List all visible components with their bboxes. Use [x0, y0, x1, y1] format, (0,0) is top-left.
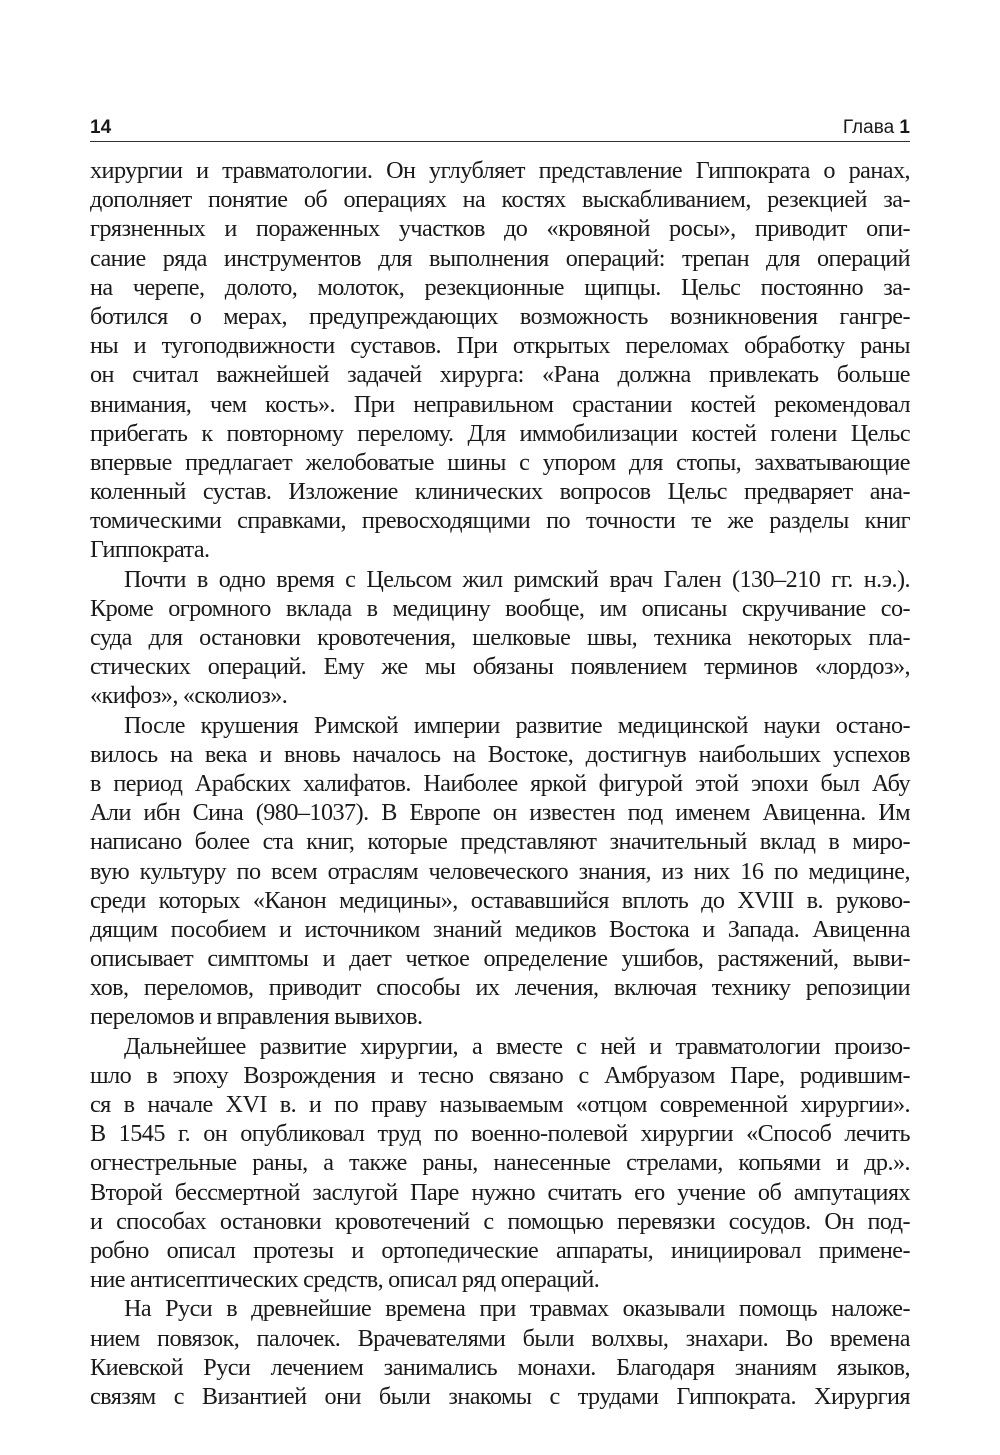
text-line: ся в начале XVI в. и по праву называемым «отцом современной хирургии». [90, 1091, 910, 1118]
text-line: На Руси в древнейшие времена при травмах оказывали помощь наложе- [124, 1295, 910, 1323]
text-line: ботился о мерах, предупреждающих возможность возникновения гангре- [90, 302, 910, 330]
paragraph-avicenna [90, 711, 910, 1032]
chapter-number: 1 [899, 117, 910, 138]
text-line: вую культуру по всем отраслям человеческого знания, из них 16 по медицине, [90, 857, 910, 885]
text-line: связям с Византией они были знакомы с трудами Гиппократа. Хирургия [90, 1382, 910, 1410]
book-page [90, 112, 910, 1411]
text-line: стических операций. Ему же мы обязаны появлением терминов «лордоз», [90, 653, 910, 681]
body-text [90, 156, 910, 1411]
text-line: в период Арабских халифатов. Наиболее яркой фигурой этой эпохи был Абу [90, 769, 910, 797]
text-line: суда для остановки кровотечения, шелковые швы, техника некоторых пла- [90, 624, 910, 651]
paragraph-rus [90, 1294, 910, 1411]
text-line: он считал важнейшей задачей хирурга: «Рана должна привлекать больше [90, 361, 910, 389]
page-number: 14 [90, 117, 112, 138]
paragraph-celsus [90, 156, 910, 565]
text-line: написано более ста книг, которые представляют значительный вклад в миро- [90, 828, 910, 856]
text-line: коленный сустав. Изложение клинических вопросов Цельс предваряет ана- [90, 478, 910, 506]
text-line: прибегать к повторному перелому. Для иммобилизации костей голени Цельс [90, 419, 910, 447]
text-line: и способах остановки кровотечений с помощью перевязки сосудов. Он под- [90, 1207, 910, 1235]
text-line: Кроме огромного вклада в медицину вообще, им описаны скручивание со- [90, 594, 910, 622]
text-line: Почти в одно время с Цельсом жил римский врач Гален (130–210 гг. н.э.). [124, 565, 910, 593]
text-line: Второй бессмертной заслугой Паре нужно считать его учение об ампутациях [90, 1178, 910, 1206]
text-line: После крушения Римской империи развитие медицинской науки остано- [124, 711, 910, 739]
text-line: переломов и вправления вывихов. [90, 1003, 423, 1031]
text-line: Гиппократа. [90, 536, 210, 564]
text-line: нием повязок, палочек. Врачевателями были волхвы, знахари. Во времена [90, 1324, 910, 1352]
text-line: хирургии и травматологии. Он углубляет представление Гиппократа о ранах, [90, 157, 910, 184]
text-line: на черепе, долото, молоток, резекционные щипцы. Цельс постоянно за- [90, 273, 910, 301]
paragraph-pare [90, 1032, 910, 1295]
text-line: ние антисептических средств, описал ряд операций. [90, 1266, 600, 1294]
paragraph-galen [90, 565, 910, 711]
text-line: Дальнейшее развитие хирургии, а вместе с ней и травматологии произо- [124, 1032, 910, 1060]
text-line: среди которых «Канон медицины», остававшийся вплоть до XVIII в. руково- [90, 886, 910, 914]
text-line: ны и тугоподвижности суставов. При открытых переломах обработку раны [90, 332, 910, 360]
text-line: грязненных и пораженных участков до «кровяной росы», приводит опи- [90, 215, 910, 243]
text-line: шло в эпоху Возрождения и тесно связано с Амбруазом Паре, родившим- [90, 1061, 910, 1089]
chapter-label: Глава [842, 117, 895, 138]
text-line: томическими справками, превосходящими по точности те же разделы книг [90, 507, 910, 535]
text-line: хов, переломов, приводит способы их лечения, включая технику репозиции [90, 974, 910, 1002]
chapter-title [843, 117, 910, 139]
text-line: внимания, чем кость». При неправильном срастании костей рекомендовал [90, 390, 910, 418]
text-line: вилось на века и вновь началось на Востоке, достигнув наибольших успехов [90, 740, 910, 768]
text-line: описывает симптомы и дает четкое определение ушибов, растяжений, выви- [90, 945, 910, 973]
text-line: Киевской Руси лечением занимались монахи. Благодаря знаниям языков, [90, 1353, 910, 1381]
text-line: дополняет понятие об операциях на костях выскабливанием, резекцией за- [90, 186, 910, 214]
text-line: «кифоз», «сколиоз». [90, 682, 288, 710]
text-line: впервые предлагает желобоватые шины с упором для стопы, захватывающие [90, 448, 910, 476]
running-header [90, 112, 910, 142]
text-line: дящим пособием и источником знаний медиков Востока и Запада. Авиценна [90, 915, 910, 943]
text-line: сание ряда инструментов для выполнения операций: трепан для операций [90, 244, 910, 272]
text-line: В 1545 г. он опубликовал труд по военно-полевой хирургии «Способ лечить [90, 1120, 910, 1148]
text-line: Али ибн Сина (980–1037). В Европе он известен под именем Авиценна. Им [90, 799, 910, 827]
text-line: робно описал протезы и ортопедические аппараты, инициировал примене- [90, 1236, 910, 1264]
text-line: огнестрельные раны, а также раны, нанесенные стрелами, копьями и др.». [90, 1149, 910, 1177]
